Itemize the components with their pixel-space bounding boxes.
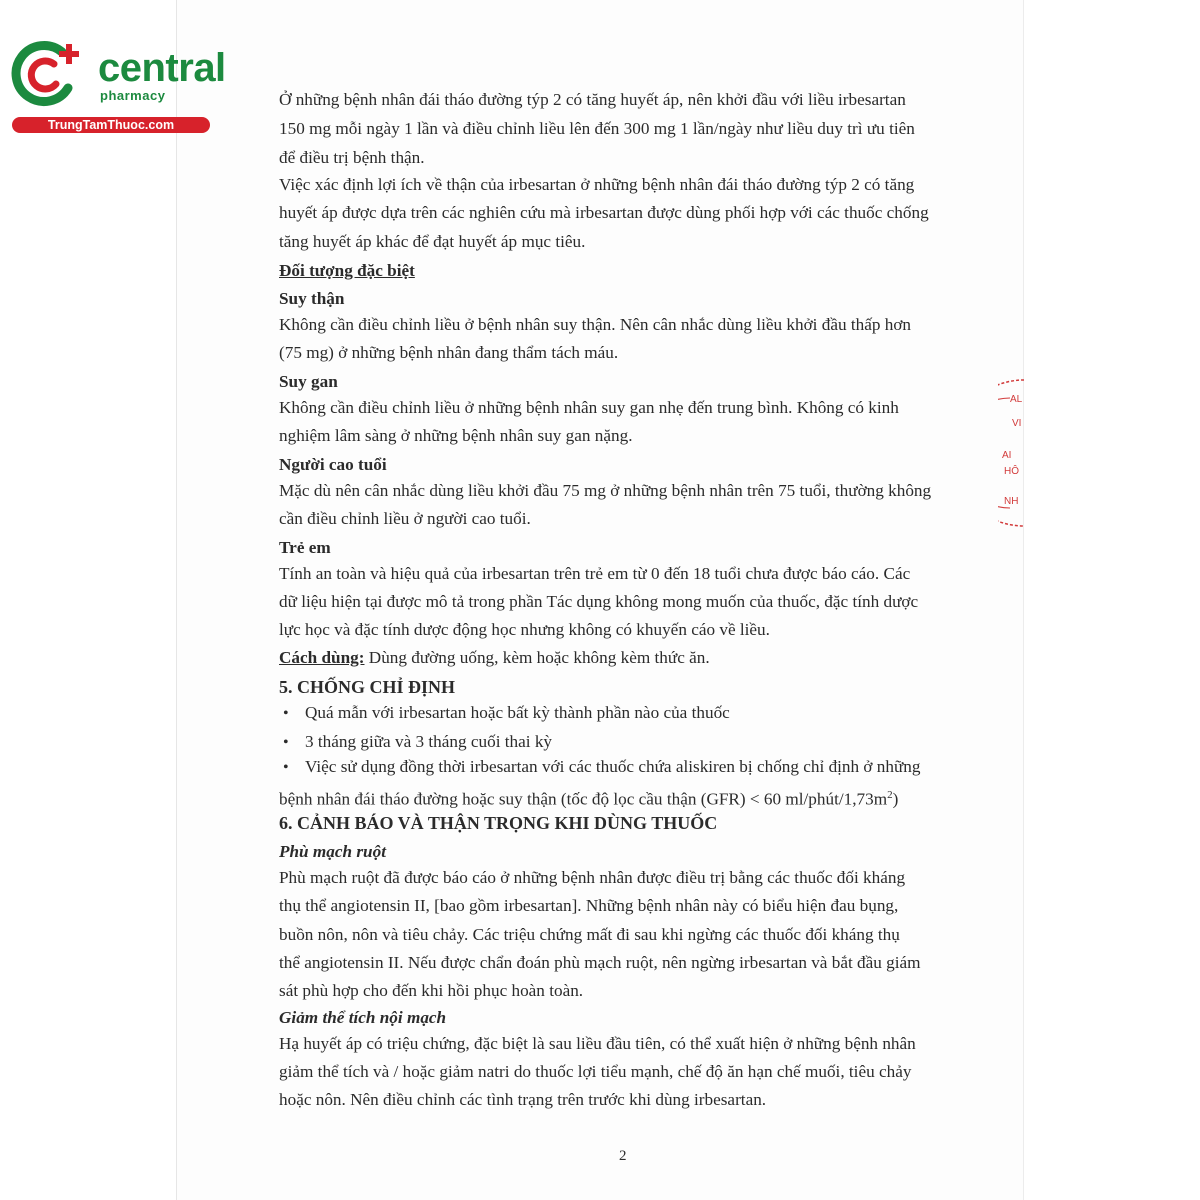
bullet-icon: • — [283, 759, 289, 776]
central-pharmacy-logo — [10, 38, 226, 138]
paragraph-line: Hạ huyết áp có triệu chứng, đặc biệt là sau liều đầu tiên, có thể xuất hiện ở những bệnh nhân — [279, 1034, 916, 1053]
list-item-text: bệnh nhân đái tháo đường hoặc suy thận (tốc độ lọc cầu thận (GFR) < 60 ml/phút/1,73m — [279, 789, 888, 809]
paragraph-line: nghiệm lâm sàng ở những bệnh nhân suy gan nặng. — [279, 426, 633, 445]
special-populations-heading: Đối tượng đặc biệt — [279, 261, 415, 280]
paragraph-line: buồn nôn, nôn và tiêu chảy. Các triệu chứng mất đi sau khi ngừng các thuốc đối kháng thụ — [279, 925, 900, 944]
paragraph-line: Việc xác định lợi ích về thận của irbesartan ở những bệnh nhân đái tháo đường týp 2 có tăng — [279, 175, 915, 194]
paragraph-line: huyết áp được dựa trên các nghiên cứu mà irbesartan được dùng phối hợp với các thuốc chống — [279, 203, 929, 222]
paragraph-line: thể angiotensin II. Nếu được chẩn đoán phù mạch ruột, nên ngừng irbesartan và bắt đầu giám — [279, 953, 921, 972]
paragraph-line: cần điều chỉnh liều ở người cao tuổi. — [279, 509, 531, 528]
list-item: Việc sử dụng đồng thời irbesartan với các thuốc chứa aliskiren bị chống chỉ định ở những — [305, 757, 921, 776]
stamp-text-4: HÔ — [1004, 466, 1019, 477]
paragraph-line: tăng huyết áp khác để đạt huyết áp mục tiêu. — [279, 232, 586, 251]
list-item: Quá mẫn với irbesartan hoặc bất kỳ thành phần nào của thuốc — [305, 703, 730, 722]
liver-heading: Suy gan — [279, 372, 338, 391]
stamp-text-5: NH — [1004, 496, 1019, 507]
paragraph-line: Không cần điều chỉnh liều ở bệnh nhân suy thận. Nên cân nhắc dùng liều khởi đầu thấp hơn — [279, 315, 912, 334]
usage-line — [279, 647, 710, 669]
intestinal-angioedema-heading: Phù mạch ruột — [279, 842, 386, 861]
section-5-title: 5. CHỐNG CHỈ ĐỊNH — [279, 677, 456, 697]
paragraph-line: 150 mg mỗi ngày 1 lần và điều chỉnh liều lên đến 300 mg 1 lần/ngày như liều duy trì ưu tiên — [279, 119, 915, 138]
paragraph-line: (75 mg) ở những bệnh nhân đang thẩm tách máu. — [279, 343, 619, 362]
bullet-icon: • — [283, 734, 289, 751]
paragraph-line: Không cần điều chỉnh liều ở những bệnh nhân suy gan nhẹ đến trung bình. Không có kinh — [279, 398, 899, 417]
usage-label: Cách dùng: — [279, 648, 365, 667]
logo-subtitle: pharmacy — [100, 88, 166, 103]
renal-heading: Suy thận — [279, 289, 345, 308]
elderly-heading: Người cao tuổi — [279, 455, 387, 474]
logo-url: TrungTamThuoc.com — [12, 117, 210, 133]
red-stamp — [998, 378, 1028, 528]
usage-text: Dùng đường uống, kèm hoặc không kèm thức ăn. — [364, 648, 710, 667]
page-number: 2 — [619, 1148, 627, 1164]
stamp-text-2: VI — [1012, 418, 1022, 429]
stamp-text-1: AL — [1010, 394, 1023, 405]
paragraph-line: Mặc dù nên cân nhắc dùng liều khởi đầu 75 mg ở những bệnh nhân trên 75 tuổi, thường không — [279, 481, 932, 500]
paragraph-line: Ở những bệnh nhân đái tháo đường týp 2 có tăng huyết áp, nên khởi đầu với liều irbesartan — [279, 90, 906, 109]
list-item-continuation — [279, 784, 898, 811]
bullet-icon: • — [283, 705, 289, 722]
pharmacy-cross-icon — [10, 38, 90, 110]
paragraph-line: Phù mạch ruột đã được báo cáo ở những bệnh nhân được điều trị bằng các thuốc đối kháng — [279, 868, 906, 887]
stamp-text-3: AI — [1002, 450, 1012, 461]
paragraph-line: lực học và đặc tính dược động học nhưng không có khuyến cáo về liều. — [279, 620, 770, 639]
children-heading: Trẻ em — [279, 538, 331, 557]
list-item: 3 tháng giữa và 3 tháng cuối thai kỳ — [305, 732, 553, 751]
paragraph-line: để điều trị bệnh thận. — [279, 148, 425, 167]
paragraph-line: thụ thể angiotensin II, [bao gồm irbesartan]. Những bệnh nhân này có biểu hiện đau bụng, — [279, 896, 899, 915]
paragraph-line: giảm thể tích và / hoặc giảm natri do thuốc lợi tiểu mạnh, chế độ ăn hạn chế muối, tiêu chảy — [279, 1062, 912, 1081]
paragraph-line: Tính an toàn và hiệu quả của irbesartan trên trẻ em từ 0 đến 18 tuổi chưa được báo cáo. Các — [279, 564, 911, 583]
paragraph-line: dữ liệu hiện tại được mô tả trong phần Tác dụng không mong muốn của thuốc, đặc tính dược — [279, 592, 919, 611]
logo-brand: central — [98, 46, 226, 90]
superscript: 2 — [887, 789, 893, 801]
paragraph-line: sát phù hợp cho đến khi hồi phục hoàn toàn. — [279, 981, 584, 1000]
list-item-end: ) — [892, 789, 899, 809]
volume-depletion-heading: Giảm thể tích nội mạch — [279, 1008, 447, 1027]
paragraph-line: hoặc nôn. Nên điều chỉnh các tình trạng trên trước khi dùng irbesartan. — [279, 1090, 767, 1109]
section-6-title: 6. CẢNH BÁO VÀ THẬN TRỌNG KHI DÙNG THUỐC — [279, 813, 718, 833]
